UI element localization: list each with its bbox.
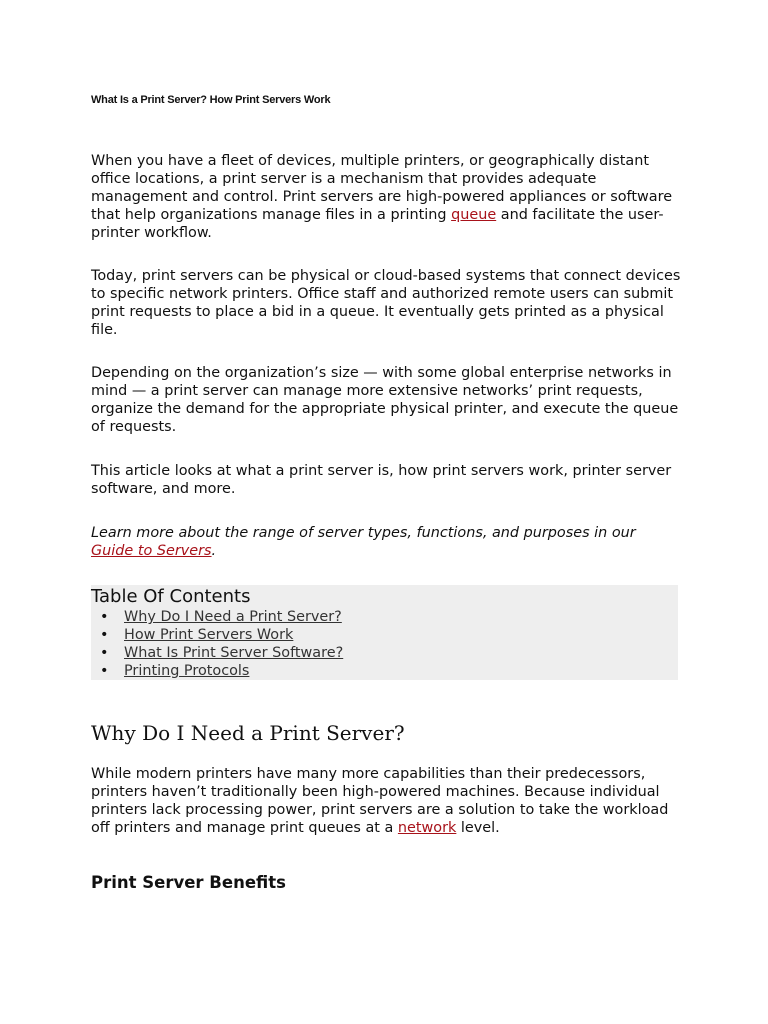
bullet-icon: • [100, 627, 109, 643]
toc-link-print-server-software[interactable]: What Is Print Server Software? [124, 645, 344, 661]
toc-item [91, 608, 343, 626]
network-link[interactable]: network [397, 820, 457, 836]
toc-title: Table Of Contents [91, 586, 251, 607]
toc-item [91, 626, 343, 644]
organization-size-paragraph: Depending on the organization’s size — with some global enterprise networks in mind — a print server can manage more extensive networks’ print requests, organize the demand for the appropriate physical printer, and execute the queue of requests. [91, 365, 679, 435]
toc-link-printing-protocols[interactable]: Printing Protocols [124, 663, 250, 679]
guide-to-servers-link[interactable]: Guide to Servers [91, 543, 212, 559]
learn-more-text: Learn more about the range of server types, functions, and purposes in our [91, 525, 636, 541]
toc-item [91, 662, 343, 680]
why-text-end: level. [456, 820, 500, 836]
learn-more-paragraph [91, 524, 681, 560]
toc-list [91, 608, 343, 680]
toc-item [91, 644, 343, 662]
why-text-start: While modern printers have many more capabilities than their predecessors, printers haven’t traditionally been high-powered machines. Because individual printers lack processing power, print servers are a solution to take the workload off printers and manage print queues at a [91, 766, 669, 836]
cloud-systems-paragraph: Today, print servers can be physical or cloud-based systems that connect devices to specific network printers. Office staff and authorized remote users can submit print requests to place a bid in a queue. It eventually gets printed as a physical file. [91, 268, 681, 338]
document-title: What Is a Print Server? How Print Servers Work [91, 94, 331, 106]
intro-paragraph [91, 152, 681, 242]
toc-link-how-print-servers-work[interactable]: How Print Servers Work [124, 627, 294, 643]
subheading-print-server-benefits: Print Server Benefits [91, 873, 286, 892]
section-heading-why-print-server: Why Do I Need a Print Server? [91, 721, 405, 745]
queue-link[interactable]: queue [451, 207, 497, 223]
bullet-icon: • [100, 609, 109, 625]
intro-text-start: When you have a fleet of devices, multiple printers, or geographically distant office locations, a print server is a mechanism that provides adequate management and control. Print servers are high-powered appliances or software that help organizations manage files in a printing [91, 153, 673, 223]
learn-more-end: . [211, 543, 217, 559]
table-of-contents [91, 585, 678, 680]
bullet-icon: • [100, 645, 109, 661]
toc-link-why-print-server[interactable]: Why Do I Need a Print Server? [124, 609, 342, 625]
bullet-icon: • [100, 663, 109, 679]
article-overview-paragraph: This article looks at what a print server is, how print servers work, printer server software, and more. [91, 463, 672, 497]
why-print-server-paragraph [91, 765, 681, 837]
intro-text-end: and facilitate the user-printer workflow. [91, 207, 664, 241]
